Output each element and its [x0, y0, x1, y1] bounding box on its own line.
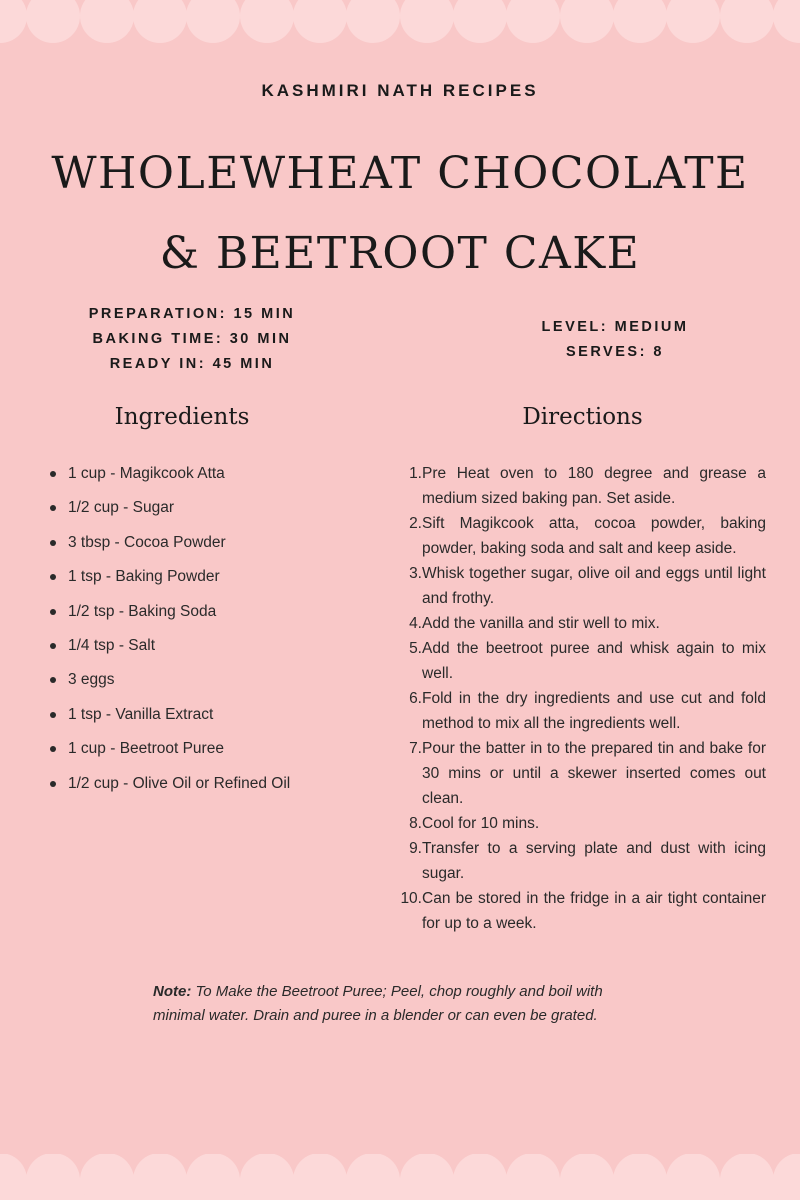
ingredient-text: 1/2 cup - Olive Oil or Refined Oil [68, 774, 291, 792]
step-text: Whisk together sugar, olive oil and eggs until light and frothy. [422, 565, 766, 607]
bullet-icon [50, 712, 56, 718]
ingredient-item [48, 599, 378, 633]
time-info [72, 302, 312, 377]
step-text: Add the beetroot puree and whisk again to mix well. [422, 640, 766, 682]
ingredient-item [48, 461, 378, 495]
bullet-icon [50, 643, 56, 649]
step-text: Cool for 10 mins. [422, 815, 540, 832]
directions-heading: Directions [522, 404, 643, 430]
brand-name: KASHMIRI NATH RECIPES [261, 81, 539, 100]
ready-in-time: READY IN: 45 MIN [109, 356, 275, 372]
step-number: 4. [409, 615, 422, 632]
ingredients-list [48, 461, 378, 805]
ingredient-text: 1 cup - Beetroot Puree [68, 740, 224, 758]
ingredient-item [48, 530, 378, 564]
ingredient-item [48, 495, 378, 529]
difficulty-level: LEVEL: MEDIUM [541, 319, 689, 335]
direction-step [398, 461, 766, 511]
direction-step [398, 636, 766, 686]
ingredient-item [48, 633, 378, 667]
bullet-icon [50, 505, 56, 511]
bullet-icon [50, 540, 56, 546]
direction-step [398, 686, 766, 736]
baking-time: BAKING TIME: 30 MIN [92, 331, 292, 347]
direction-step [398, 511, 766, 561]
direction-step [398, 886, 766, 936]
ingredients-heading: Ingredients [114, 404, 250, 430]
step-number: 3. [409, 565, 422, 582]
step-text: Fold in the dry ingredients and use cut and fold method to mix all the ingredients well. [422, 690, 766, 732]
step-text: Pour the batter in to the prepared tin and bake for 30 mins or until a skewer inserted comes out clean. [422, 740, 766, 807]
bullet-icon [50, 574, 56, 580]
step-number: 8. [409, 815, 422, 832]
ingredient-text: 3 tbsp - Cocoa Powder [68, 533, 226, 551]
ingredient-item [48, 736, 378, 770]
ingredient-item [48, 702, 378, 736]
step-text: Transfer to a serving plate and dust with icing sugar. [422, 840, 766, 882]
step-number: 5. [409, 640, 422, 657]
servings: SERVES: 8 [566, 344, 664, 360]
ingredient-item [48, 771, 378, 805]
step-number: 10. [400, 890, 422, 907]
note-label: Note: [153, 983, 192, 1000]
step-number: 6. [409, 690, 422, 707]
bullet-icon [50, 746, 56, 752]
bullet-icon [50, 609, 56, 615]
step-number: 1. [409, 465, 422, 482]
direction-step [398, 736, 766, 811]
level-info [490, 315, 740, 365]
step-number: 7. [409, 740, 422, 757]
direction-step [398, 611, 766, 636]
note-text: To Make the Beetroot Puree; Peel, chop roughly and boil with minimal water. Drain and puree in a blender or can even be grated. [153, 983, 603, 1024]
recipe-title [0, 134, 800, 294]
step-text: Can be stored in the fridge in a air tight container for up to a week. [422, 890, 766, 932]
ingredient-text: 1/2 tsp - Baking Soda [68, 602, 217, 620]
bullet-icon [50, 781, 56, 787]
ingredient-item [48, 667, 378, 701]
direction-step [398, 836, 766, 886]
ingredient-text: 1 tsp - Vanilla Extract [68, 705, 214, 723]
ingredient-item [48, 564, 378, 598]
recipe-title-line-2: & BEETROOT CAKE [159, 228, 641, 279]
ingredient-text: 1/4 tsp - Salt [68, 636, 156, 654]
directions-list [398, 461, 766, 936]
step-text: Add the vanilla and stir well to mix. [422, 615, 660, 632]
step-number: 9. [409, 840, 422, 857]
step-text: Pre Heat oven to 180 degree and grease a medium sized baking pan. Set aside. [422, 465, 766, 507]
ingredient-text: 3 eggs [68, 671, 115, 689]
ingredient-text: 1 tsp - Baking Powder [68, 568, 220, 586]
step-text: Sift Magikcook atta, cocoa powder, baking powder, baking soda and salt and keep aside. [422, 515, 766, 557]
recipe-title-line-1: WHOLEWHEAT CHOCOLATE [51, 148, 749, 199]
step-number: 2. [409, 515, 422, 532]
ingredient-text: 1/2 cup - Sugar [68, 499, 174, 517]
scallop-border-bottom [0, 1154, 800, 1200]
scallop-border-top [0, 0, 800, 46]
direction-step [398, 561, 766, 611]
preparation-time: PREPARATION: 15 MIN [88, 306, 296, 322]
note [153, 980, 653, 1028]
bullet-icon [50, 471, 56, 477]
direction-step [398, 811, 766, 836]
ingredient-text: 1 cup - Magikcook Atta [68, 465, 225, 482]
bullet-icon [50, 677, 56, 683]
